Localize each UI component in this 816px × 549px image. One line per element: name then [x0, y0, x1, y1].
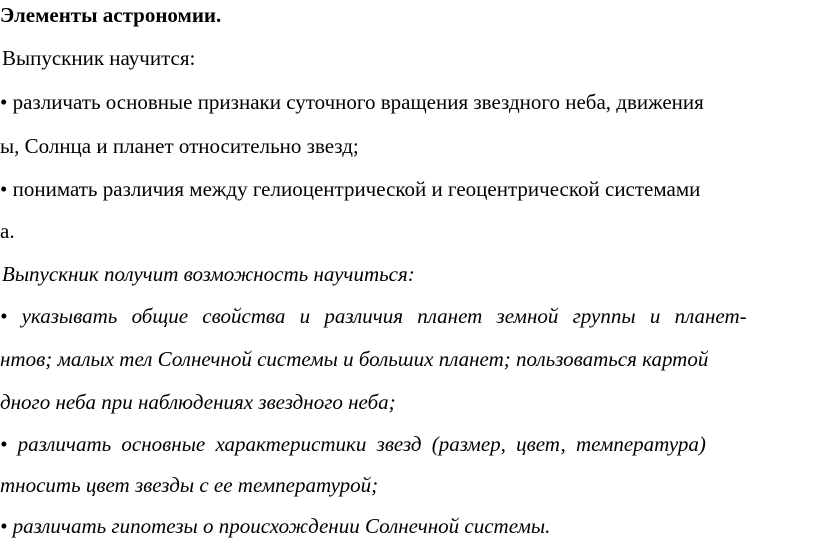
- section2-line-1: • указывать общие свойства и различия планет земной группы и планет-: [0, 304, 747, 328]
- section2-line-5: тносить цвет звезды с ее температурой;: [0, 473, 379, 497]
- section2-line-2: нтов; малых тел Солнечной системы и больших планет; пользоваться картой: [0, 347, 709, 371]
- section-heading: Элементы астрономии.: [0, 3, 222, 27]
- section1-line-3: • понимать различия между гелиоцентрической и геоцентрической системами: [0, 177, 701, 201]
- section2-line-6: • различать гипотезы о происхождении Солнечной системы.: [0, 514, 551, 538]
- section1-line-1: • различать основные признаки суточного вращения звездного неба, движения: [0, 90, 704, 114]
- section1-intro: Выпускник научится:: [2, 46, 196, 70]
- section2-line-4: • различать основные характеристики звезд (размер, цвет, температура): [0, 432, 706, 456]
- section2-intro: Выпускник получит возможность научиться:: [2, 262, 415, 286]
- section1-line-4: а.: [0, 219, 15, 243]
- section2-line-3: дного неба при наблюдениях звездного неба;: [0, 390, 396, 414]
- section1-line-2: ы, Солнца и планет относительно звезд;: [0, 134, 359, 158]
